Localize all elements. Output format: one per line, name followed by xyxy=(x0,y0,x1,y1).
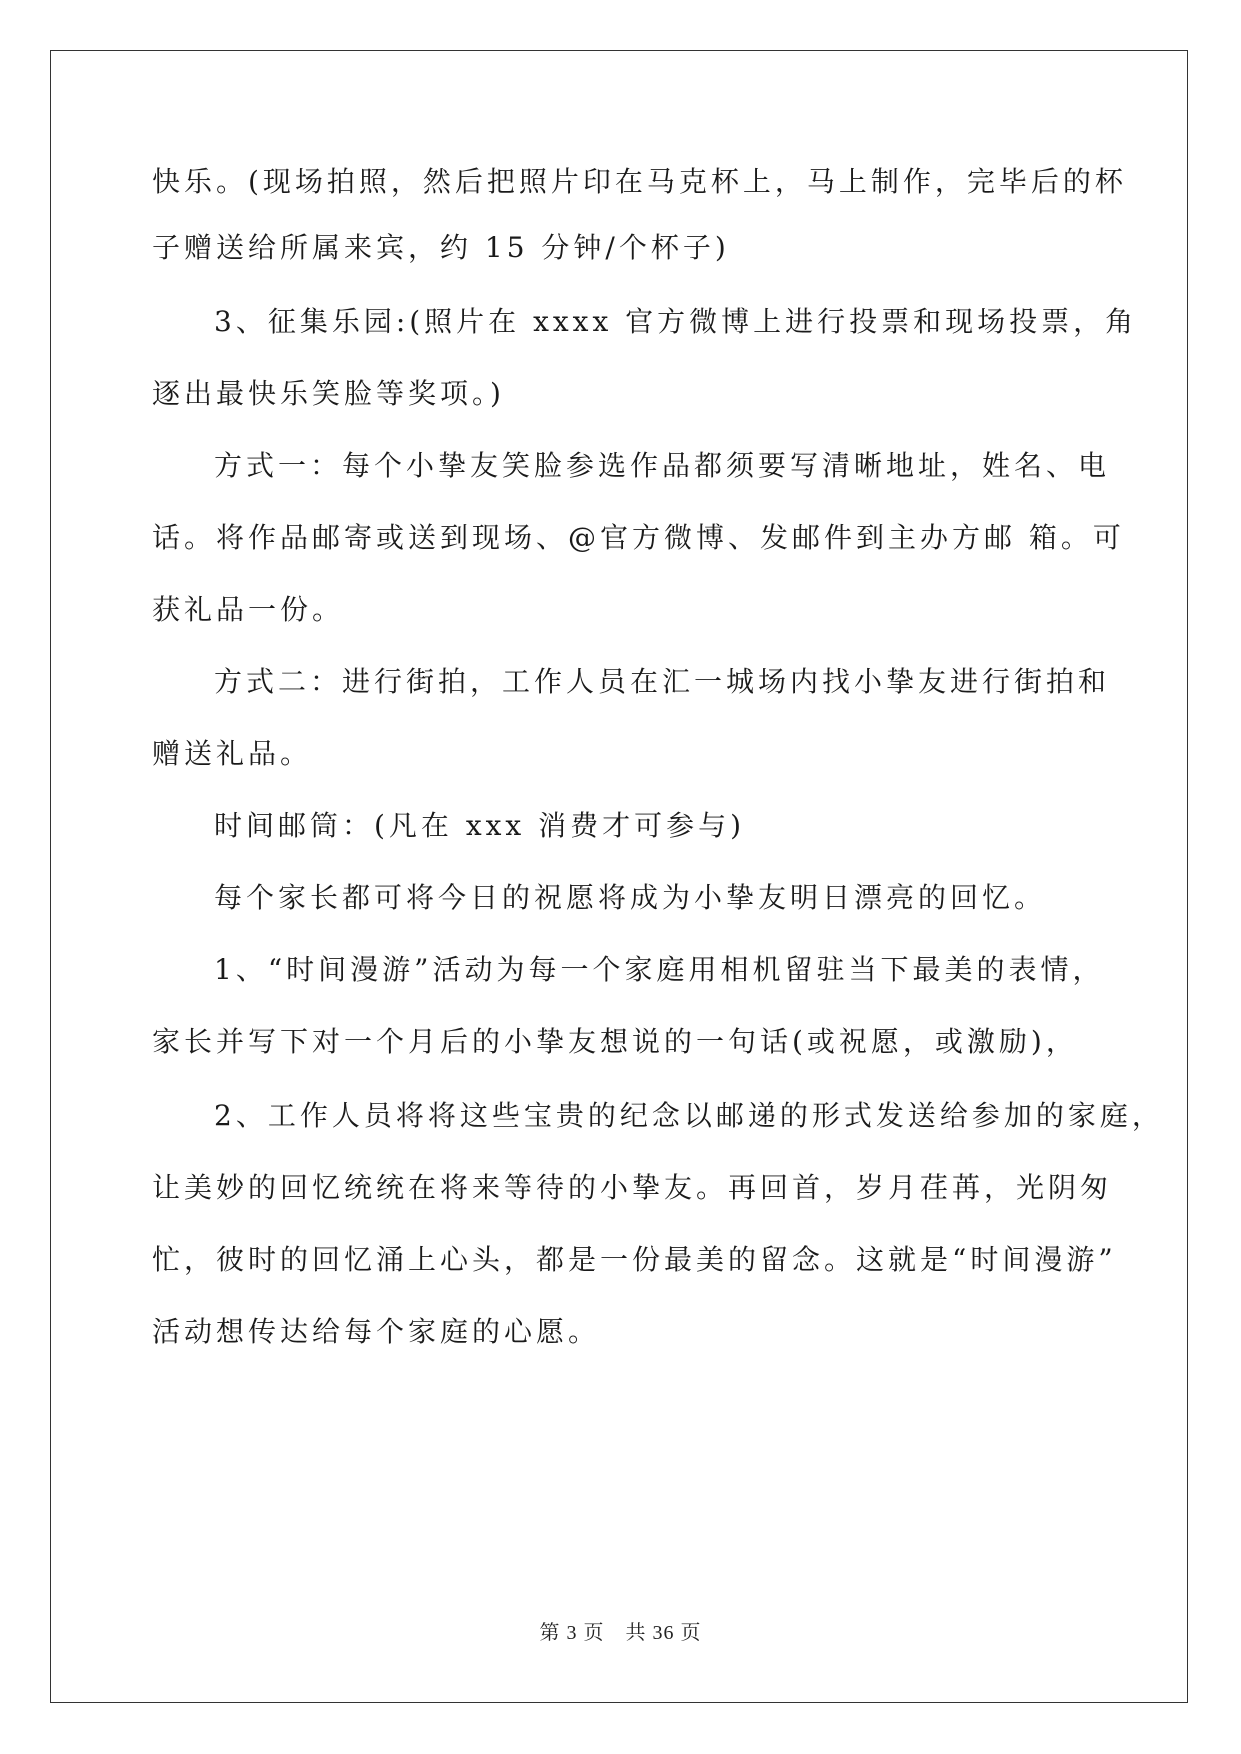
text-line-8: 方式二：进行街拍，工作人员在汇一城场内找小挚友进行街拍和 xyxy=(214,665,1111,698)
text-line-9: 赠送礼品。 xyxy=(152,737,313,770)
text-line-4: 逐出最快乐笑脸等奖项。) xyxy=(152,377,505,410)
text-line-13: 家长并写下对一个月后的小挚友想说的一句话(或祝愿，或激励)， xyxy=(152,1025,1078,1058)
text-line-14: 2、工作人员将将这些宝贵的纪念以邮递的形式发送给参加的家庭， xyxy=(214,1099,1164,1132)
text-line-10: 时间邮筒：(凡在 xxx 消费才可参与) xyxy=(214,809,746,842)
text-line-5: 方式一：每个小挚友笑脸参选作品都须要写清晰地址，姓名、电 xyxy=(214,449,1111,482)
text-line-15: 让美妙的回忆统统在将来等待的小挚友。再回首，岁月荏苒，光阴匆 xyxy=(152,1171,1113,1204)
text-line-2: 子赠送给所属来宾，约 15 分钟/个杯子) xyxy=(152,231,730,264)
text-line-16: 忙，彼时的回忆涌上心头，都是一份最美的留念。这就是“时间漫游” xyxy=(152,1243,1117,1276)
page-number-footer: 第 3 页 共 36 页 xyxy=(539,1622,702,1644)
page-border xyxy=(50,50,1188,1703)
text-line-12: 1、“时间漫游”活动为每一个家庭用相机留驻当下最美的表情， xyxy=(214,953,1105,986)
text-line-6: 话。将作品邮寄或送到现场、@官方微博、发邮件到主办方邮 箱。可 xyxy=(152,521,1125,554)
text-line-1: 快乐。(现场拍照，然后把照片印在马克杯上，马上制作，完毕后的杯 xyxy=(152,165,1127,198)
text-line-11: 每个家长都可将今日的祝愿将成为小挚友明日漂亮的回忆。 xyxy=(214,881,1047,914)
text-line-7: 获礼品一份。 xyxy=(152,593,345,626)
text-line-3: 3、征集乐园:(照片在 xxxx 官方微博上进行投票和现场投票，角 xyxy=(214,305,1138,338)
text-line-17: 活动想传达给每个家庭的心愿。 xyxy=(152,1315,601,1348)
